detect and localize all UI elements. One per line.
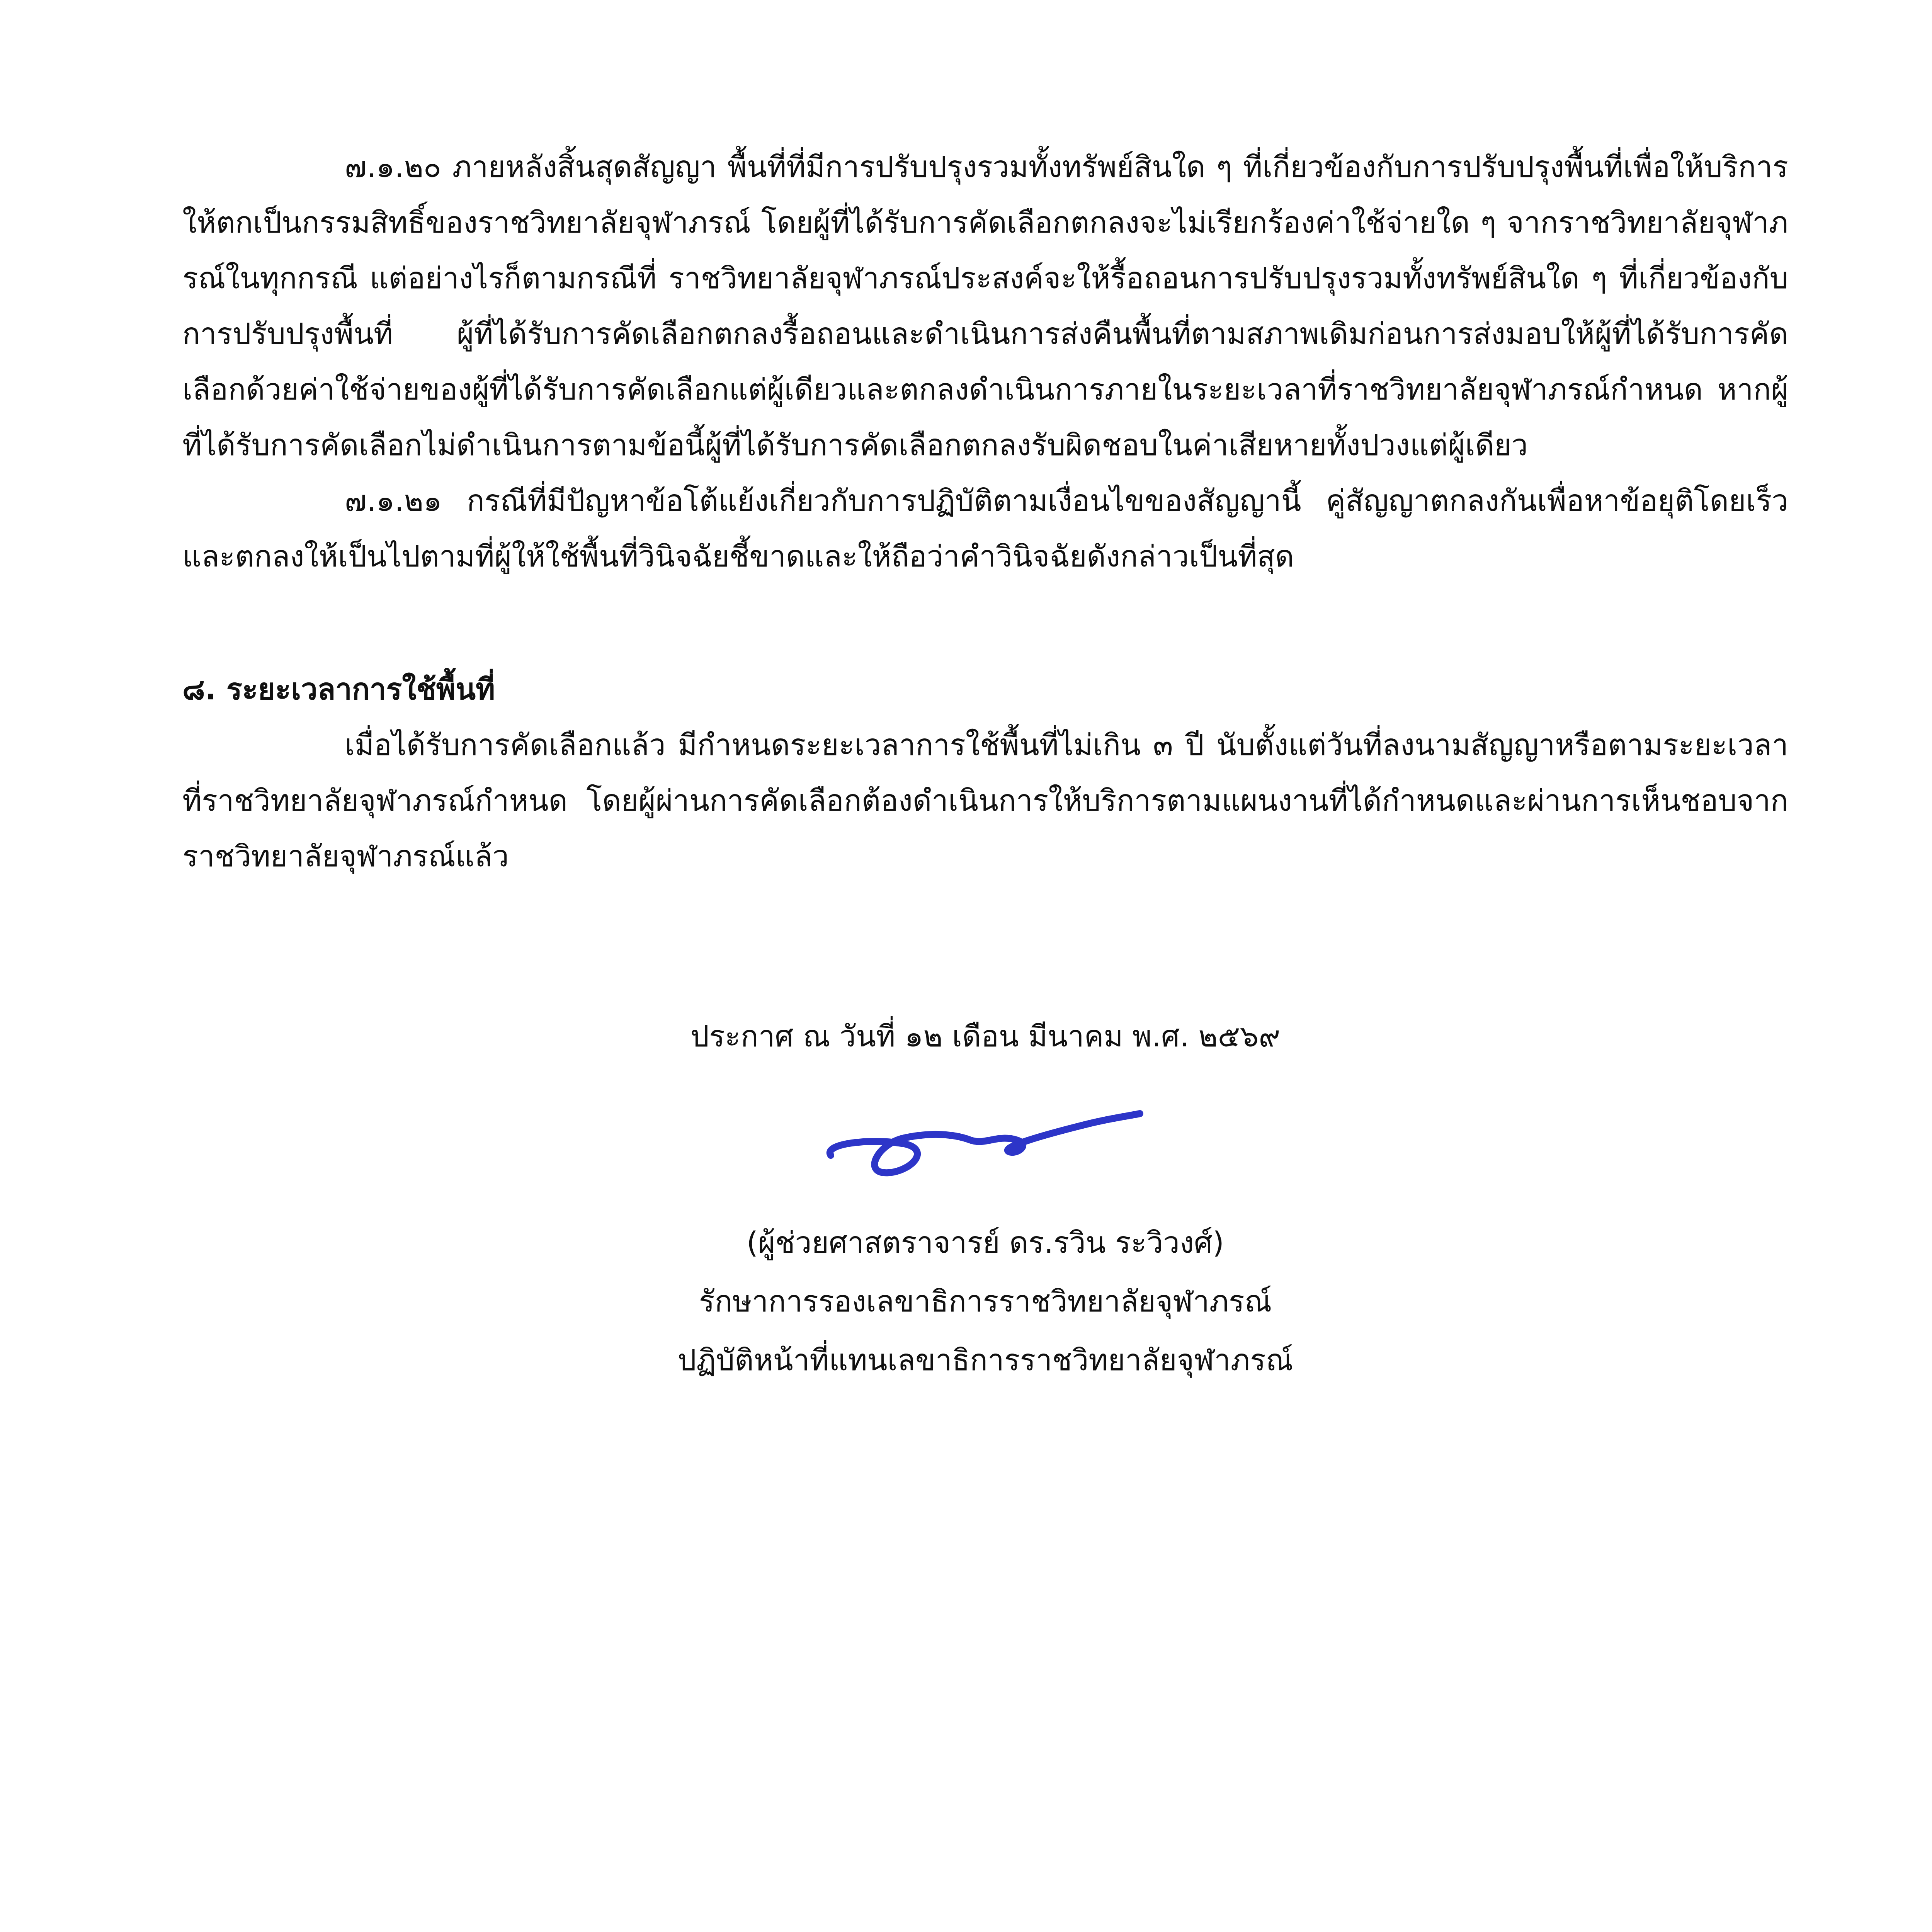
section-8-paragraph [182, 717, 1788, 884]
section-8-heading: ๘. ระยะเวลาการใช้พื้นที่ [182, 672, 495, 706]
clause-7-1-21 [182, 473, 1788, 584]
section-8-text: เมื่อได้รับการคัดเลือกแล้ว มีกำหนดระยะเวลาการใช้พื้นที่ไม่เกิน ๓ ปี นับตั้งแต่วันที่ลงนามสัญญาหรือตามระยะเวลาที่ราชวิทยาลัยจุฬาภรณ์กำหนด โดยผู้ผ่านการคัดเลือกต้องดำเนินการให้บริการตามแผนงานที่ได้กำหนดและผ่านการเห็นชอบจากราชวิทยาลัยจุฬาภรณ์แล้ว [182, 728, 1788, 873]
clause-7-1-21-text: ๗.๑.๒๑ กรณีที่มีปัญหาข้อโต้แย้งเกี่ยวกับการปฏิบัติตามเงื่อนไขของสัญญานี้ คู่สัญญาตกลงกันเพื่อหาข้อยุติโดยเร็ว และตกลงให้เป็นไปตามที่ผู้ให้ใช้พื้นที่วินิจฉัยชี้ขาดและให้ถือว่าคำวินิจฉัยดังกล่าวเป็นที่สุด [182, 483, 1788, 573]
handwritten-signature [815, 1097, 1155, 1190]
document-body [182, 139, 1788, 884]
clause-7-1-20-text: ๗.๑.๒๐ ภายหลังสิ้นสุดสัญญา พื้นที่ที่มีการปรับปรุงรวมทั้งทรัพย์สินใด ๆ ที่เกี่ยวข้องกับการปรับปรุงพื้นที่เพื่อให้บริการ ให้ตกเป็นกรรมสิทธิ์ของราชวิทยาลัยจุฬาภรณ์ โดยผู้ที่ได้รับการคัดเลือกตกลงจะไม่เรียกร้องค่าใช้จ่ายใด ๆ จากราชวิทยาลัยจุฬาภรณ์ในทุกกรณี แต่อย่างไรก็ตามกรณีที่ ราชวิทยาลัยจุฬาภรณ์ประสงค์จะให้รื้อถอนการปรับปรุงรวมทั้งทรัพย์สินใด ๆ ที่เกี่ยวข้องกับการปรับปรุงพื้นที่ ผู้ที่ได้รับการคัดเลือกตกลงรื้อถอนและดำเนินการส่งคืนพื้นที่ตามสภาพเดิมก่อนการส่งมอบให้ผู้ที่ได้รับการคัดเลือกด้วยค่าใช้จ่ายของผู้ที่ได้รับการคัดเลือกแต่ผู้เดียวและตกลงดำเนินการภายในระยะเวลาที่ราชวิทยาลัยจุฬาภรณ์กำหนด หากผู้ที่ได้รับการคัดเลือกไม่ดำเนินการตามข้อนี้ผู้ที่ได้รับการคัดเลือกตกลงรับผิดชอบในค่าเสียหายทั้งปวงแต่ผู้เดียว [182, 150, 1788, 462]
announcement-date: ประกาศ ณ วันที่ ๑๒ เดือน มีนาคม พ.ศ. ๒๕๖๙ [690, 1019, 1281, 1053]
signatory-name: (ผู้ช่วยศาสตราจารย์ ดร.รวิน ระวิวงศ์) [747, 1225, 1224, 1260]
signatory-position-acting: รักษาการรองเลขาธิการราชวิทยาลัยจุฬาภรณ์ [699, 1284, 1272, 1318]
signatory-block [0, 1213, 1932, 1389]
clause-7-1-20 [182, 139, 1788, 473]
signatory-position-on-behalf: ปฏิบัติหน้าที่แทนเลขาธิการราชวิทยาลัยจุฬาภรณ์ [677, 1343, 1293, 1377]
signature-stroke [830, 1114, 1140, 1173]
